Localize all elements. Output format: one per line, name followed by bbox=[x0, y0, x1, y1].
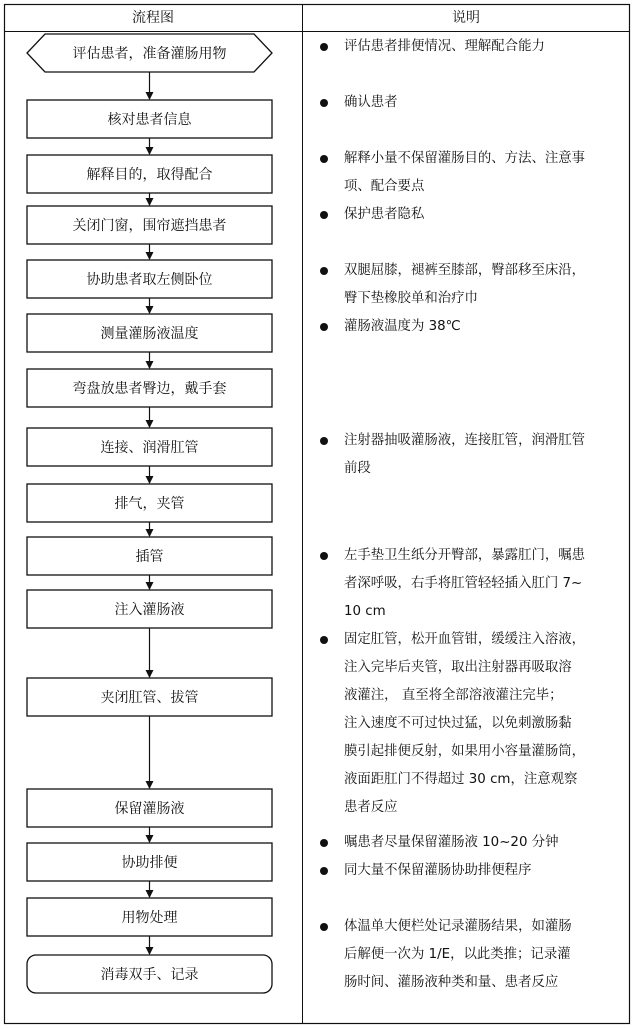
description-line: 注射器抽吸灌肠液，连接肛管，润滑肛管 bbox=[344, 433, 586, 448]
flow-step bbox=[27, 428, 272, 466]
bullet-icon bbox=[320, 829, 330, 857]
description-line: 注入完毕后夹管，取出注射器再吸取溶 bbox=[344, 660, 572, 675]
flow-step-label: 解释目的，取得配合 bbox=[86, 167, 213, 183]
description-line: 双腿屈膝，褪裤至膝部，臀部移至床沿， bbox=[344, 263, 586, 278]
description-note bbox=[320, 829, 620, 857]
flow-step bbox=[27, 590, 272, 628]
bullet-icon bbox=[320, 257, 330, 285]
description-line: 者深呼吸，右手将肛管轻轻插入肛门 7~ bbox=[344, 576, 583, 591]
description-line: 肠时间、灌肠液种类和量、患者反应 bbox=[344, 975, 559, 990]
description-note bbox=[320, 427, 620, 483]
flow-step-label: 夹闭肛管、拔管 bbox=[100, 690, 199, 706]
bullet-icon bbox=[320, 33, 330, 61]
flow-step-label: 测量灌肠液温度 bbox=[100, 326, 199, 342]
description-line: 患者反应 bbox=[344, 800, 398, 815]
description-line: 固定肛管，松开血管钳，缓缓注入溶液， bbox=[344, 632, 586, 647]
description-line: 评估患者排便情况、理解配合能力 bbox=[344, 39, 545, 54]
description-note bbox=[320, 33, 620, 61]
flow-step bbox=[27, 34, 272, 72]
flow-step bbox=[27, 314, 272, 352]
flow-step-label: 插管 bbox=[135, 549, 164, 565]
description-note bbox=[320, 913, 620, 997]
flow-step bbox=[27, 955, 272, 993]
description-line: 注入速度不可过快过猛，以免刺激肠黏 bbox=[344, 716, 572, 731]
steps-layer bbox=[27, 34, 272, 993]
flow-step-label: 评估患者，准备灌肠用物 bbox=[72, 46, 227, 62]
bullet-icon bbox=[320, 913, 330, 941]
flow-step-label: 保留灌肠液 bbox=[114, 801, 185, 817]
flow-step-label: 排气，夹管 bbox=[114, 496, 185, 512]
bullet-icon bbox=[320, 313, 330, 341]
flow-step-label: 用物处理 bbox=[121, 910, 178, 926]
description-note bbox=[320, 857, 620, 885]
description-line: 项、配合要点 bbox=[344, 179, 425, 194]
description-line: 灌肠液温度为 38℃ bbox=[344, 319, 461, 334]
description-note bbox=[320, 89, 620, 117]
description-note bbox=[320, 145, 620, 201]
description-line: 解释小量不保留灌肠目的、方法、注意事 bbox=[344, 151, 586, 166]
description-line: 体温单大便栏处记录灌肠结果，如灌肠 bbox=[344, 919, 572, 934]
description-note bbox=[320, 542, 620, 626]
flow-step bbox=[27, 843, 272, 881]
flow-step-label: 弯盘放患者臀边，戴手套 bbox=[72, 381, 227, 397]
flow-step-label: 消毒双手、记录 bbox=[100, 967, 199, 983]
description-line: 确认患者 bbox=[344, 95, 398, 110]
bullet-icon bbox=[320, 857, 330, 885]
bullet-icon bbox=[320, 427, 330, 455]
flow-step-label: 核对患者信息 bbox=[107, 112, 192, 128]
bullet-icon bbox=[320, 201, 330, 229]
flow-step-label: 协助排便 bbox=[121, 855, 178, 871]
flow-step-label: 注入灌肠液 bbox=[114, 602, 185, 618]
flowchart-column-header: 流程图 bbox=[132, 10, 174, 26]
description-line: 液灌注， 直至将全部溶液灌注完毕； bbox=[344, 688, 563, 703]
bullet-icon bbox=[320, 542, 330, 570]
flow-step bbox=[27, 100, 272, 138]
description-line: 膜引起排便反射，如果用小容量灌肠筒， bbox=[344, 744, 586, 759]
flow-step bbox=[27, 789, 272, 827]
flow-step bbox=[27, 155, 272, 193]
description-line: 后解便一次为 1/E，以此类推；记录灌 bbox=[344, 947, 571, 962]
flow-step bbox=[27, 369, 272, 407]
description-line: 左手垫卫生纸分开臀部，暴露肛门，嘱患 bbox=[344, 548, 586, 563]
description-line: 前段 bbox=[344, 461, 371, 476]
description-line: 臀下垫橡胶单和治疗巾 bbox=[344, 291, 478, 306]
description-line: 嘱患者尽量保留灌肠液 10~20 分钟 bbox=[344, 835, 559, 850]
flow-step bbox=[27, 678, 272, 716]
description-line: 保护患者隐私 bbox=[344, 207, 425, 222]
description-line: 同大量不保留灌肠协助排便程序 bbox=[344, 863, 532, 878]
description-column-header: 说明 bbox=[452, 10, 480, 26]
flow-step bbox=[27, 260, 272, 298]
flow-step-label: 连接、润滑肛管 bbox=[100, 440, 199, 456]
flow-step bbox=[27, 206, 272, 244]
flow-step bbox=[27, 484, 272, 522]
flow-step-label: 关闭门窗，围帘遮挡患者 bbox=[72, 218, 227, 234]
description-note bbox=[320, 313, 620, 341]
bullet-icon bbox=[320, 145, 330, 173]
description-note bbox=[320, 201, 620, 229]
description-note bbox=[320, 257, 620, 313]
flow-step bbox=[27, 537, 272, 575]
description-line: 液面距肛门不得超过 30 cm，注意观察 bbox=[344, 772, 578, 787]
bullet-icon bbox=[320, 626, 330, 654]
description-line: 10 cm bbox=[344, 604, 386, 619]
bullet-icon bbox=[320, 89, 330, 117]
flow-step-label: 协助患者取左侧卧位 bbox=[86, 272, 213, 288]
description-note bbox=[320, 626, 620, 822]
flow-step bbox=[27, 898, 272, 936]
